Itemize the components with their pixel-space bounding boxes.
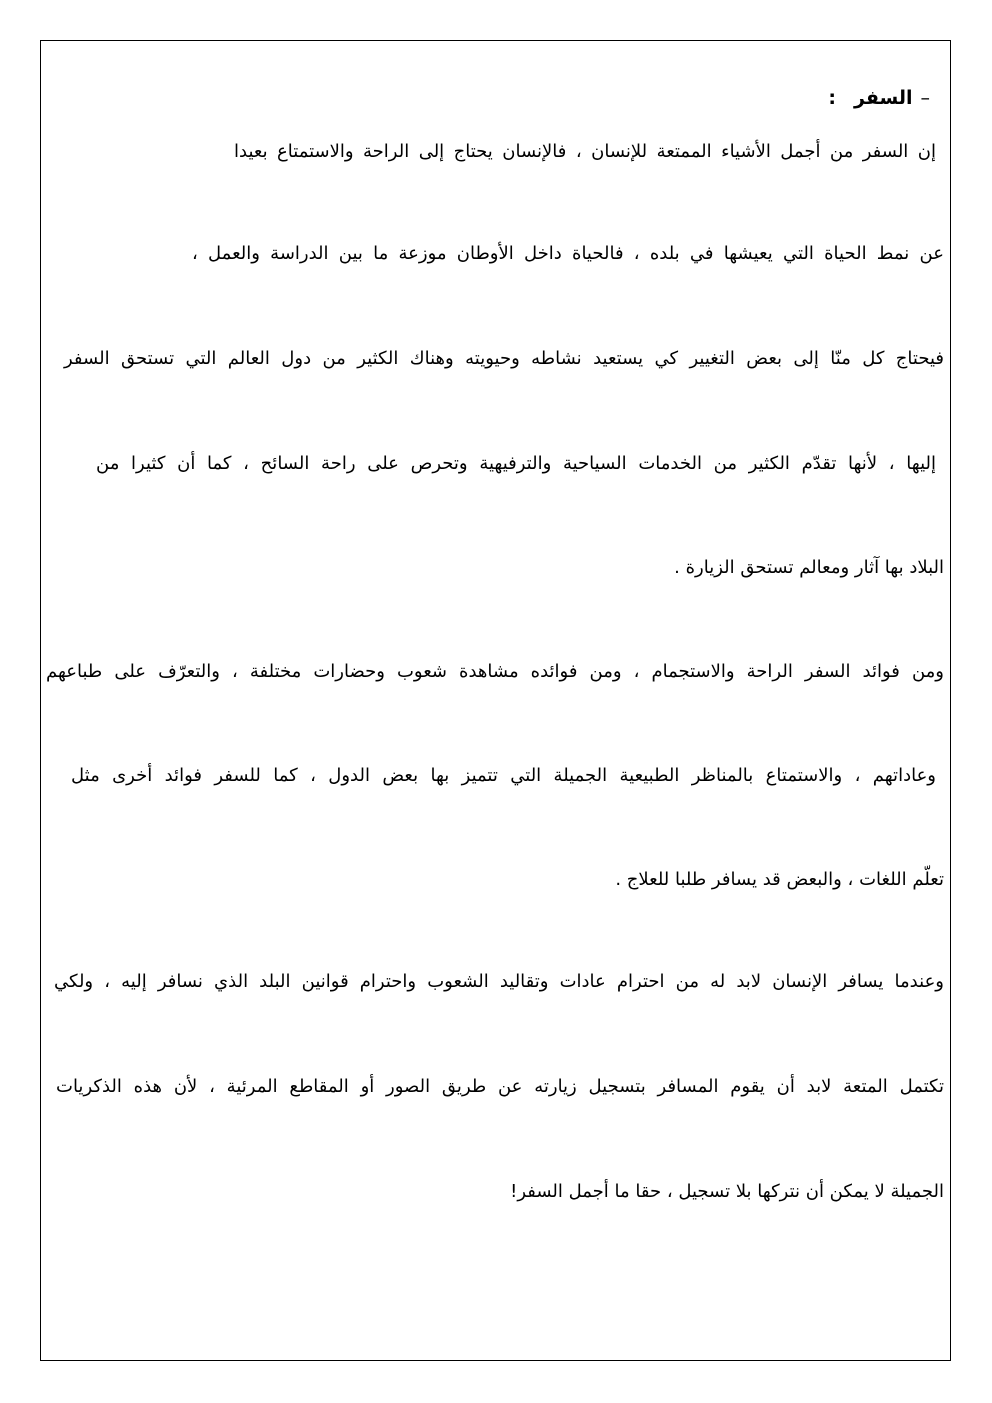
paragraph-line-1: إن السفر من أجمل الأشياء الممتعة للإنسان ، فالإنسان يحتاج إلى الراحة والاستمتاع بعيدا — [234, 141, 936, 162]
paragraph-line-10: تكتمل المتعة لابد أن يقوم المسافر بتسجيل زيارته عن طريق الصور أو المقاطع المرئية ، لأن هذه الذكريات — [56, 1076, 944, 1097]
paragraph-line-8: تعلّم اللغات ، والبعض قد يسافر طلبا للعلاج . — [615, 869, 944, 890]
paragraph-line-3: فيحتاج كل منّا إلى بعض التغيير كي يستعيد نشاطه وحيويته وهناك الكثير من دول العالم التي تستحق السفر — [64, 348, 944, 369]
paragraph-line-5: البلاد بها آثار ومعالم تستحق الزيارة . — [674, 557, 944, 578]
section-heading — [828, 86, 930, 110]
heading-colon: : — [828, 87, 837, 109]
heading-dash: – — [920, 87, 930, 109]
paragraph-line-7: وعاداتهم ، والاستمتاع بالمناظر الطبيعية الجميلة التي تتميز بها بعض الدول ، كما للسفر فوائد أخرى مثل — [71, 765, 936, 786]
heading-title: السفر — [854, 87, 913, 109]
paragraph-line-6: ومن فوائد السفر الراحة والاستجمام ، ومن فوائده مشاهدة شعوب وحضارات مختلفة ، والتعرّف على طباعهم — [46, 661, 944, 682]
page-border — [40, 40, 951, 1361]
paragraph-line-2: عن نمط الحياة التي يعيشها في بلده ، فالحياة داخل الأوطان موزعة ما بين الدراسة والعمل ، — [192, 243, 944, 264]
paragraph-line-9: وعندما يسافر الإنسان لابد له من احترام عادات وتقاليد الشعوب واحترام قوانين البلد الذي نسافر إليه ، ولكي — [54, 971, 944, 992]
paragraph-line-11: الجميلة لا يمكن أن نتركها بلا تسجيل ، حقا ما أجمل السفر! — [510, 1181, 944, 1202]
paragraph-line-4: إليها ، لأنها تقدّم الكثير من الخدمات السياحية والترفيهية وتحرص على راحة السائح ، كما أن كثيرا من — [96, 453, 936, 474]
